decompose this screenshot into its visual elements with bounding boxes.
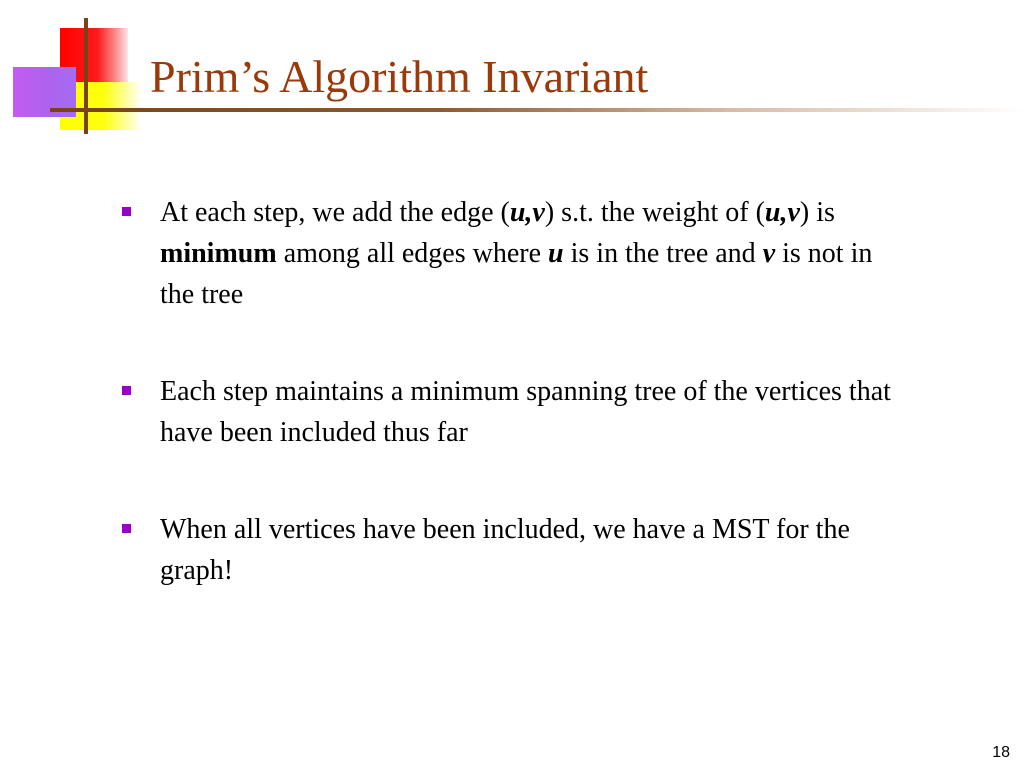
bullet-1-text-part: among all edges where <box>276 238 549 269</box>
bullet-1-text-part: is in the tree and <box>563 238 763 269</box>
bullet-list <box>122 192 912 647</box>
bullet-1-text-part: is not in the tree <box>160 238 873 310</box>
bullet-1-text-part: ) s.t. the weight of ( <box>544 197 765 228</box>
minimum-emphasis: minimum <box>160 238 277 269</box>
edge-variable: u,v <box>509 197 545 228</box>
bullet-marker-icon <box>122 524 131 533</box>
bullet-marker-icon <box>122 207 131 216</box>
slide-logo-decoration <box>0 0 140 140</box>
bullet-marker-icon <box>122 386 131 395</box>
title-underline-rule <box>50 108 1024 112</box>
bullet-item-2 <box>122 371 912 453</box>
logo-vertical-rule <box>84 18 88 134</box>
bullet-2-text: Each step maintains a minimum spanning tree of the vertices that have been included thus far <box>160 376 891 448</box>
page-number: 18 <box>992 744 1010 761</box>
vertex-variable-v: v <box>762 238 776 269</box>
bullet-1-text-part: At each step, we add the edge ( <box>160 197 510 228</box>
vertex-variable-u: u <box>548 238 564 269</box>
edge-variable: u,v <box>764 197 800 228</box>
bullet-1-text-part: ) is <box>799 197 835 228</box>
bullet-item-3 <box>122 509 912 591</box>
slide-title: Prim’s Algorithm Invariant <box>150 51 649 102</box>
bullet-item-1 <box>122 192 912 315</box>
bullet-3-text: When all vertices have been included, we have a MST for the graph! <box>160 514 850 586</box>
